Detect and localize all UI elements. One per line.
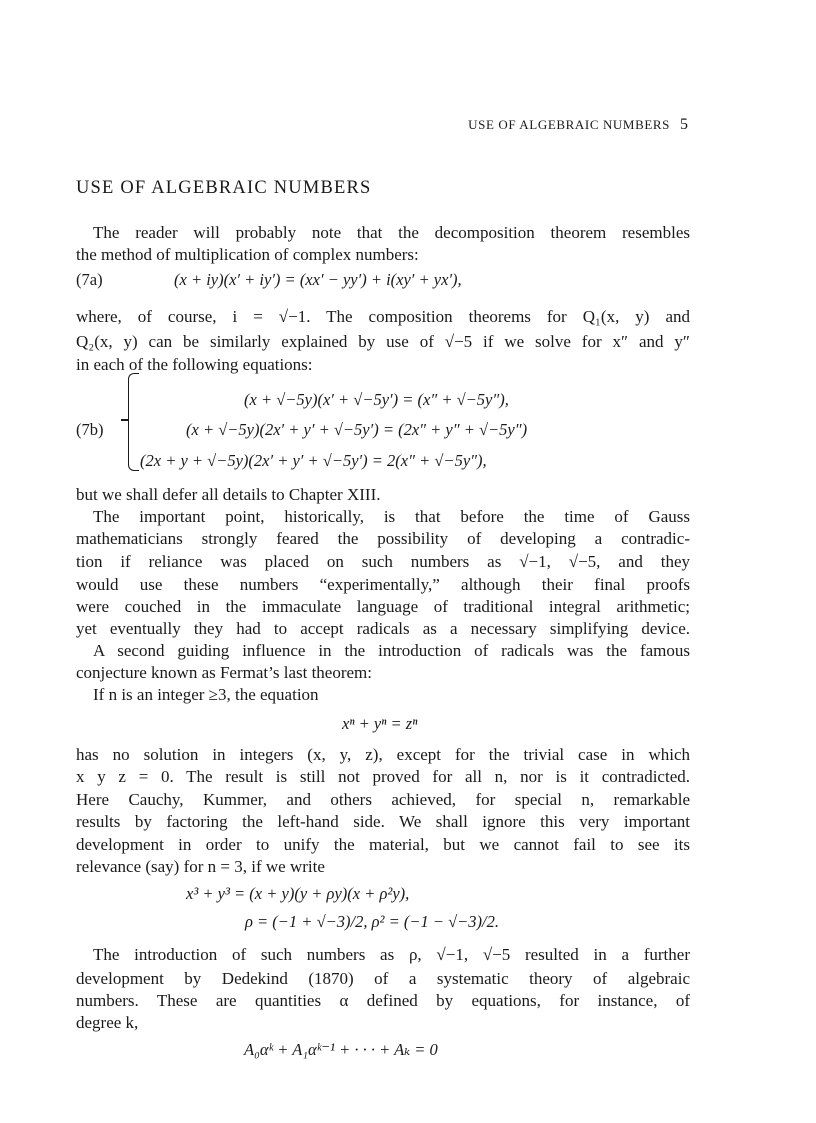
equation-fermat: xⁿ + yⁿ = zⁿ (342, 714, 418, 733)
equation-label-7b: (7b) (76, 420, 104, 439)
text-line: in each of the following equations: (76, 355, 313, 374)
text-line: development in order to unify the material, but we cannot fail to see its (76, 835, 690, 854)
text-line: tion if reliance was placed on such numbers as √−1, √−5, and they (76, 552, 690, 571)
text-line: relevance (say) for n = 3, if we write (76, 857, 325, 876)
text-line: The introduction of such numbers as ρ, √−1, √−5 resulted in a further (93, 945, 690, 964)
equation-7a: (x + iy)(x′ + iy′) = (xx′ − yy′) + i(xy′ + yx′), (174, 270, 462, 289)
text-line: A second guiding influence in the introduction of radicals was the famous (93, 641, 690, 660)
text-line: Here Cauchy, Kummer, and others achieved, for special n, remarkable (76, 790, 690, 809)
text-line: yet eventually they had to accept radicals as a necessary simplifying device. (76, 619, 690, 638)
text-line: has no solution in integers (x, y, z), except for the trivial case in which (76, 745, 690, 764)
text-line: would use these numbers “experimentally,” although their final proofs (76, 575, 690, 594)
running-title: USE OF ALGEBRAIC NUMBERS (468, 117, 670, 132)
running-head (0, 116, 688, 134)
text-line: but we shall defer all details to Chapter XIII. (76, 485, 381, 504)
text-line: conjecture known as Fermat’s last theorem: (76, 663, 372, 682)
text-line: numbers. These are quantities α defined by equations, for instance, of (76, 991, 690, 1010)
equation-cubic-line-2: ρ = (−1 + √−3)/2, ρ² = (−1 − √−3)/2. (245, 912, 499, 931)
text-line: degree k, (76, 1013, 139, 1032)
text-line: the method of multiplication of complex numbers: (76, 245, 419, 264)
equation-label-7a: (7a) (76, 270, 103, 289)
text-line: were couched in the immaculate language of traditional integral arithmetic; (76, 597, 690, 616)
text-line: Q₂(x, y) can be similarly explained by use of √−5 if we solve for x″ and y″ (76, 332, 690, 351)
text-line: mathematicians strongly feared the possibility of developing a contradic- (76, 529, 690, 548)
text-line: results by factoring the left-hand side. We shall ignore this very important (76, 812, 690, 831)
equation-cubic-line-1: x³ + y³ = (x + y)(y + ρy)(x + ρ²y), (186, 884, 410, 903)
equation-polynomial: A₀αᵏ + A₁αᵏ⁻¹ + · · · + Aₖ = 0 (244, 1040, 438, 1059)
page-number: 5 (680, 116, 688, 133)
text-line: The reader will probably note that the decomposition theorem resembles (93, 223, 690, 242)
text-line: development by Dedekind (1870) of a systematic theory of algebraic (76, 969, 690, 988)
equation-7b-line-1: (x + √−5y)(x′ + √−5y′) = (x″ + √−5y″), (244, 390, 509, 409)
left-brace-tip (121, 419, 129, 421)
text-line: If n is an integer ≥3, the equation (93, 685, 319, 704)
text-line: where, of course, i = √−1. The composition theorems for Q₁(x, y) and (76, 307, 690, 326)
section-title: USE OF ALGEBRAIC NUMBERS (76, 178, 372, 198)
left-brace (128, 373, 139, 471)
text-line: The important point, historically, is that before the time of Gauss (93, 507, 690, 526)
equation-7b-line-3: (2x + y + √−5y)(2x′ + y′ + √−5y′) = 2(x″ + √−5y″), (140, 451, 487, 470)
text-line: x y z = 0. The result is still not proved for all n, nor is it contradicted. (76, 767, 690, 786)
equation-7b-line-2: (x + √−5y)(2x′ + y′ + √−5y′) = (2x″ + y″ + √−5y″) (186, 420, 528, 439)
